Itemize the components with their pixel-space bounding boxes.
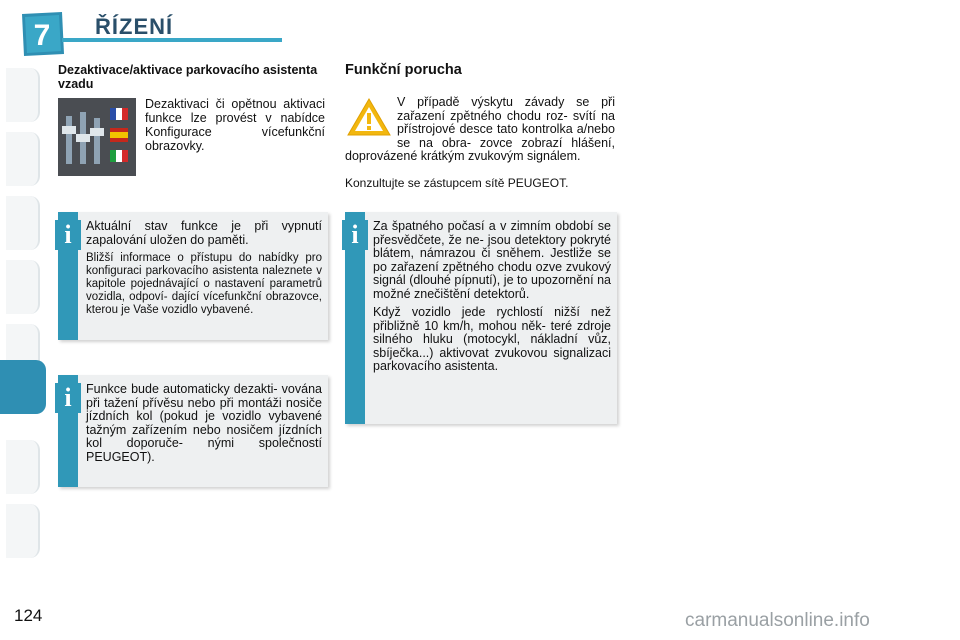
info-weather-p2: Když vozidlo jede rychlostí nižší než přibližně 10 km/h, mohou něk- teré zdroje silného hluku (motocykl, nákladní vůz, sbíječka...) aktivovat zvukovou signalizaci parkovacího asistenta. bbox=[373, 305, 611, 373]
info-box-memory bbox=[58, 212, 328, 340]
parking-assist-heading: Dezaktivace/aktivace parkovacího asistenta vzadu bbox=[58, 63, 318, 91]
malfunction-heading: Funkční porucha bbox=[345, 62, 462, 78]
chapter-tab-9[interactable] bbox=[6, 504, 40, 558]
chapter-tab-3[interactable] bbox=[6, 196, 40, 250]
watermark: carmanualsonline.info bbox=[685, 610, 870, 631]
chapter-tab-7-active[interactable] bbox=[0, 360, 46, 414]
page-number: 124 bbox=[14, 606, 43, 625]
chapter-7-icon bbox=[18, 10, 66, 58]
chapter-tab-2[interactable] bbox=[6, 132, 40, 186]
display-settings-photo bbox=[58, 98, 136, 176]
info-memory-p2: Bližší informace o přístupu do nabídky pro konfiguraci parkovacího asistenta naleznete v kapitole pojednávající o nastavení parametrů vozidla, odpoví- dající vícefunkční obrazovce, kterou je Vaše vozidlo vybavené. bbox=[86, 252, 322, 316]
info-icon: i bbox=[55, 220, 81, 250]
info-icon: i bbox=[342, 220, 368, 250]
page-title: ŘÍZENÍ bbox=[95, 14, 174, 39]
chapter-tab-1[interactable] bbox=[6, 68, 40, 122]
info-box-weather bbox=[345, 212, 617, 424]
parking-assist-text: Dezaktivaci či opětnou aktivaci funkce lze provést v nabídce Konfigurace vícefunkční obrazovky. bbox=[145, 97, 325, 153]
chapter-tab-4[interactable] bbox=[6, 260, 40, 314]
malfunction-text: V případě výskytu závady se při zařazení zpětného chodu roz- svítí na přístrojové desce tato kontrolka a/nebo se na obra- zovce zobrazí hlášení, doprovázené krátkým zvukovým signálem. bbox=[345, 95, 615, 163]
chapter-tab-8[interactable] bbox=[6, 440, 40, 494]
info-memory-p1: Aktuální stav funkce je při vypnutí zapalování uložen do paměti. bbox=[86, 219, 322, 247]
contact-dealer-text: Konzultujte se zástupcem sítě PEUGEOT. bbox=[345, 176, 569, 190]
chapter-tabs bbox=[0, 60, 46, 580]
info-towing-p1: Funkce bude automaticky dezakti- vována při tažení přívěsu nebo při montáži nosiče jízdních kol (pokud je vozidlo vybavené tažným zařízením nebo nosičem jízdních kol doporuče- nými společností PEUGEOT). bbox=[86, 382, 322, 464]
info-icon: i bbox=[55, 383, 81, 413]
info-box-towing bbox=[58, 375, 328, 487]
chapter-number: 7 bbox=[33, 19, 51, 52]
info-weather-p1: Za špatného počasí a v zimním období se přesvědčete, že ne- jsou detektory pokryté blátem, námrazou či sněhem. Jestliže se po zařazení zpětného chodu ozve zvukový signál (dlouhé pípnutí), je to upozornění na možné znečištění detektorů. bbox=[373, 219, 611, 301]
malfunction-paragraph bbox=[345, 96, 615, 164]
